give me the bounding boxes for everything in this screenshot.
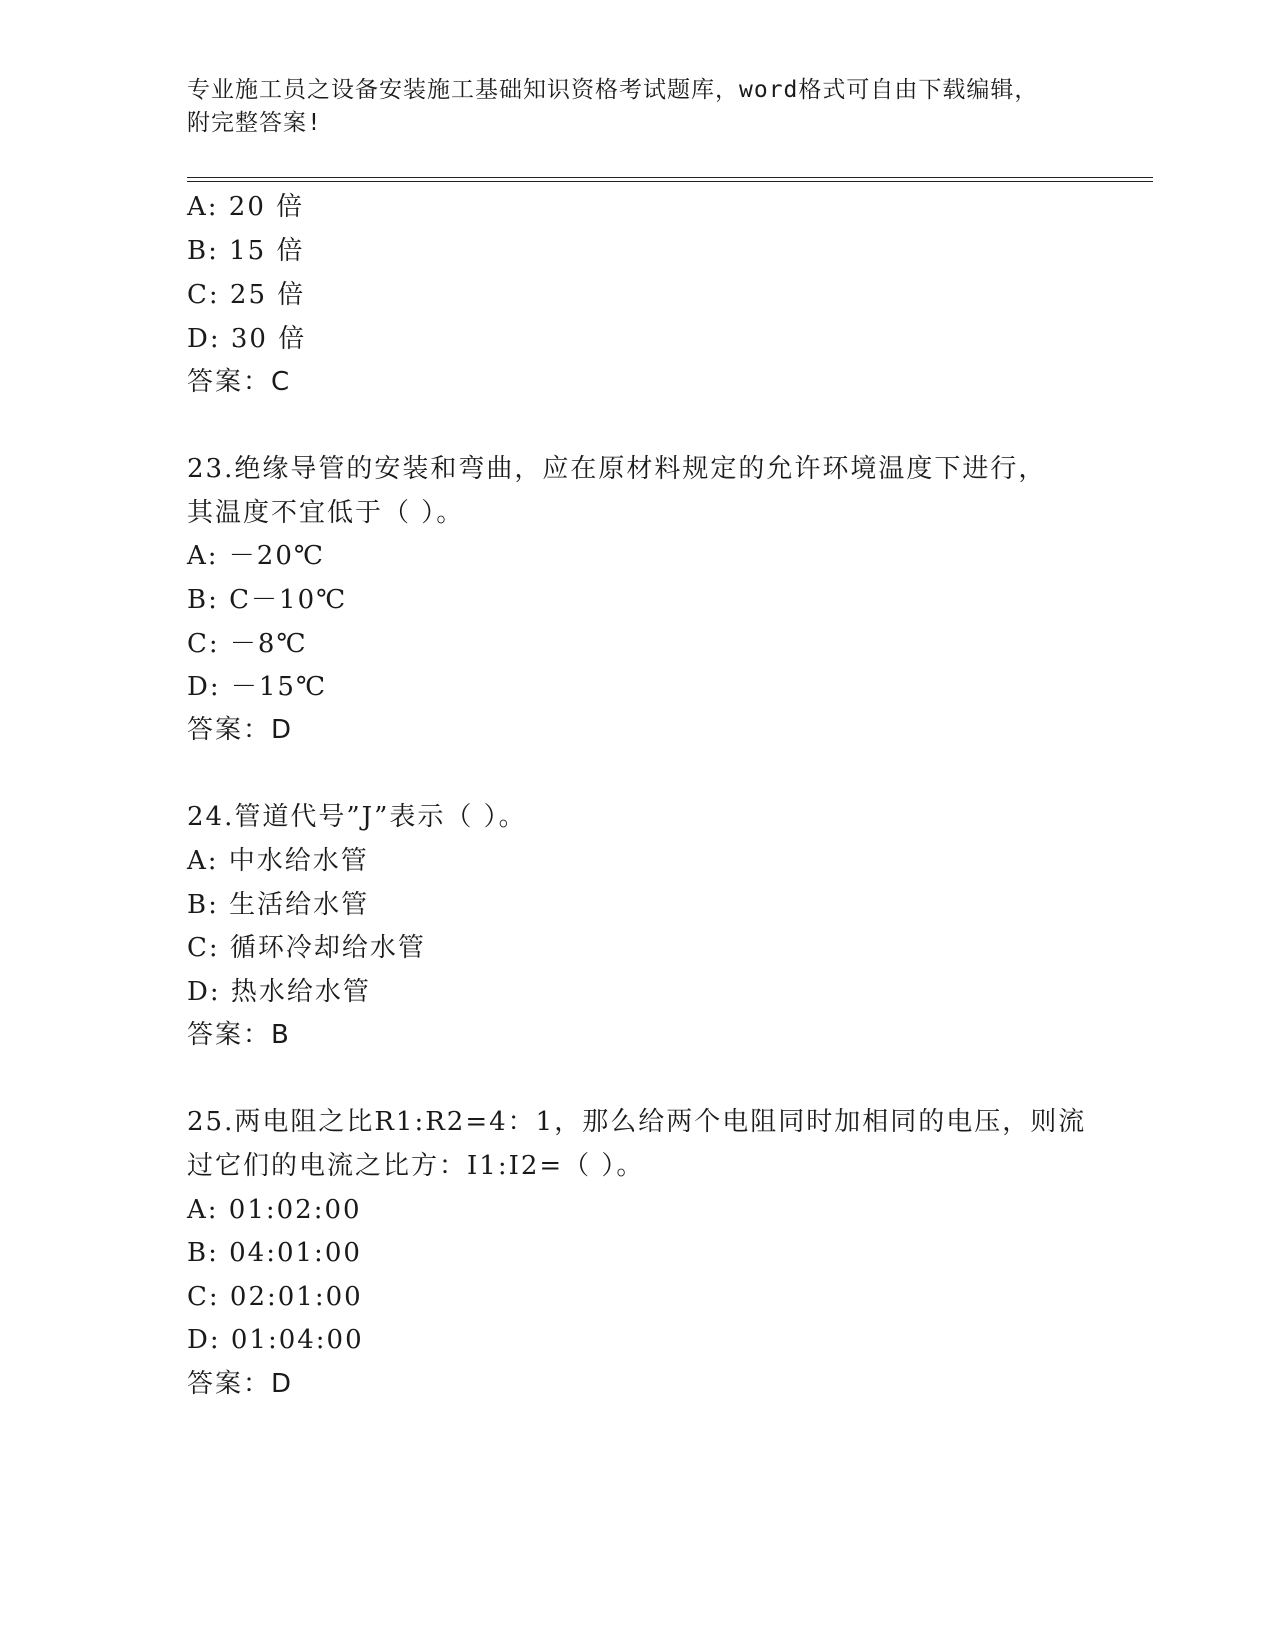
- document-header: [187, 74, 1087, 140]
- q25-answer: 答案：D: [187, 1369, 294, 1399]
- q23-stem-line-1: 23.绝缘导管的安装和弯曲，应在原材料规定的允许环境温度下进行，: [187, 454, 1047, 484]
- q25-stem-line-2: 过它们的电流之比方：I1:I2=（ ）。: [187, 1151, 645, 1181]
- q23-stem-line-2: 其温度不宜低于（ ）。: [187, 498, 465, 528]
- q23-option-c: C: －8℃: [187, 629, 308, 659]
- header-line-1: 专业施工员之设备安装施工基础知识资格考试题库，word格式可自由下载编辑，: [187, 77, 1039, 103]
- q22-option-b: B: 15 倍: [187, 236, 305, 266]
- q22-option-a: A: 20 倍: [187, 192, 305, 222]
- header-divider-bottom: [187, 181, 1153, 182]
- q24-option-b: B: 生活给水管: [187, 890, 370, 920]
- q23-option-b: B: C－10℃: [187, 585, 348, 615]
- q22-answer: 答案：C: [187, 367, 292, 397]
- q25-option-d: D: 01:04:00: [187, 1325, 364, 1355]
- q24-answer: 答案：B: [187, 1020, 291, 1050]
- header-line-2: 附完整答案!: [187, 110, 322, 136]
- q23-option-d: D: －15℃: [187, 672, 328, 702]
- q23-option-a: A: －20℃: [187, 541, 325, 571]
- header-divider-top: [187, 177, 1153, 178]
- q25-option-c: C: 02:01:00: [187, 1282, 363, 1312]
- q25-option-a: A: 01:02:00: [187, 1195, 362, 1225]
- q24-option-d: D: 热水给水管: [187, 977, 371, 1007]
- q23-answer: 答案：D: [187, 715, 294, 745]
- q22-option-d: D: 30 倍: [187, 324, 307, 354]
- q24-stem-line-1: 24.管道代号”J”表示（ ）。: [187, 802, 527, 832]
- q24-option-c: C: 循环冷却给水管: [187, 933, 426, 963]
- q25-option-b: B: 04:01:00: [187, 1238, 362, 1268]
- q24-option-a: A: 中水给水管: [187, 846, 369, 876]
- q22-option-c: C: 25 倍: [187, 280, 306, 310]
- q25-stem-line-1: 25.两电阻之比R1:R2=4：1，那么给两个电阻同时加相同的电压，则流: [187, 1107, 1087, 1137]
